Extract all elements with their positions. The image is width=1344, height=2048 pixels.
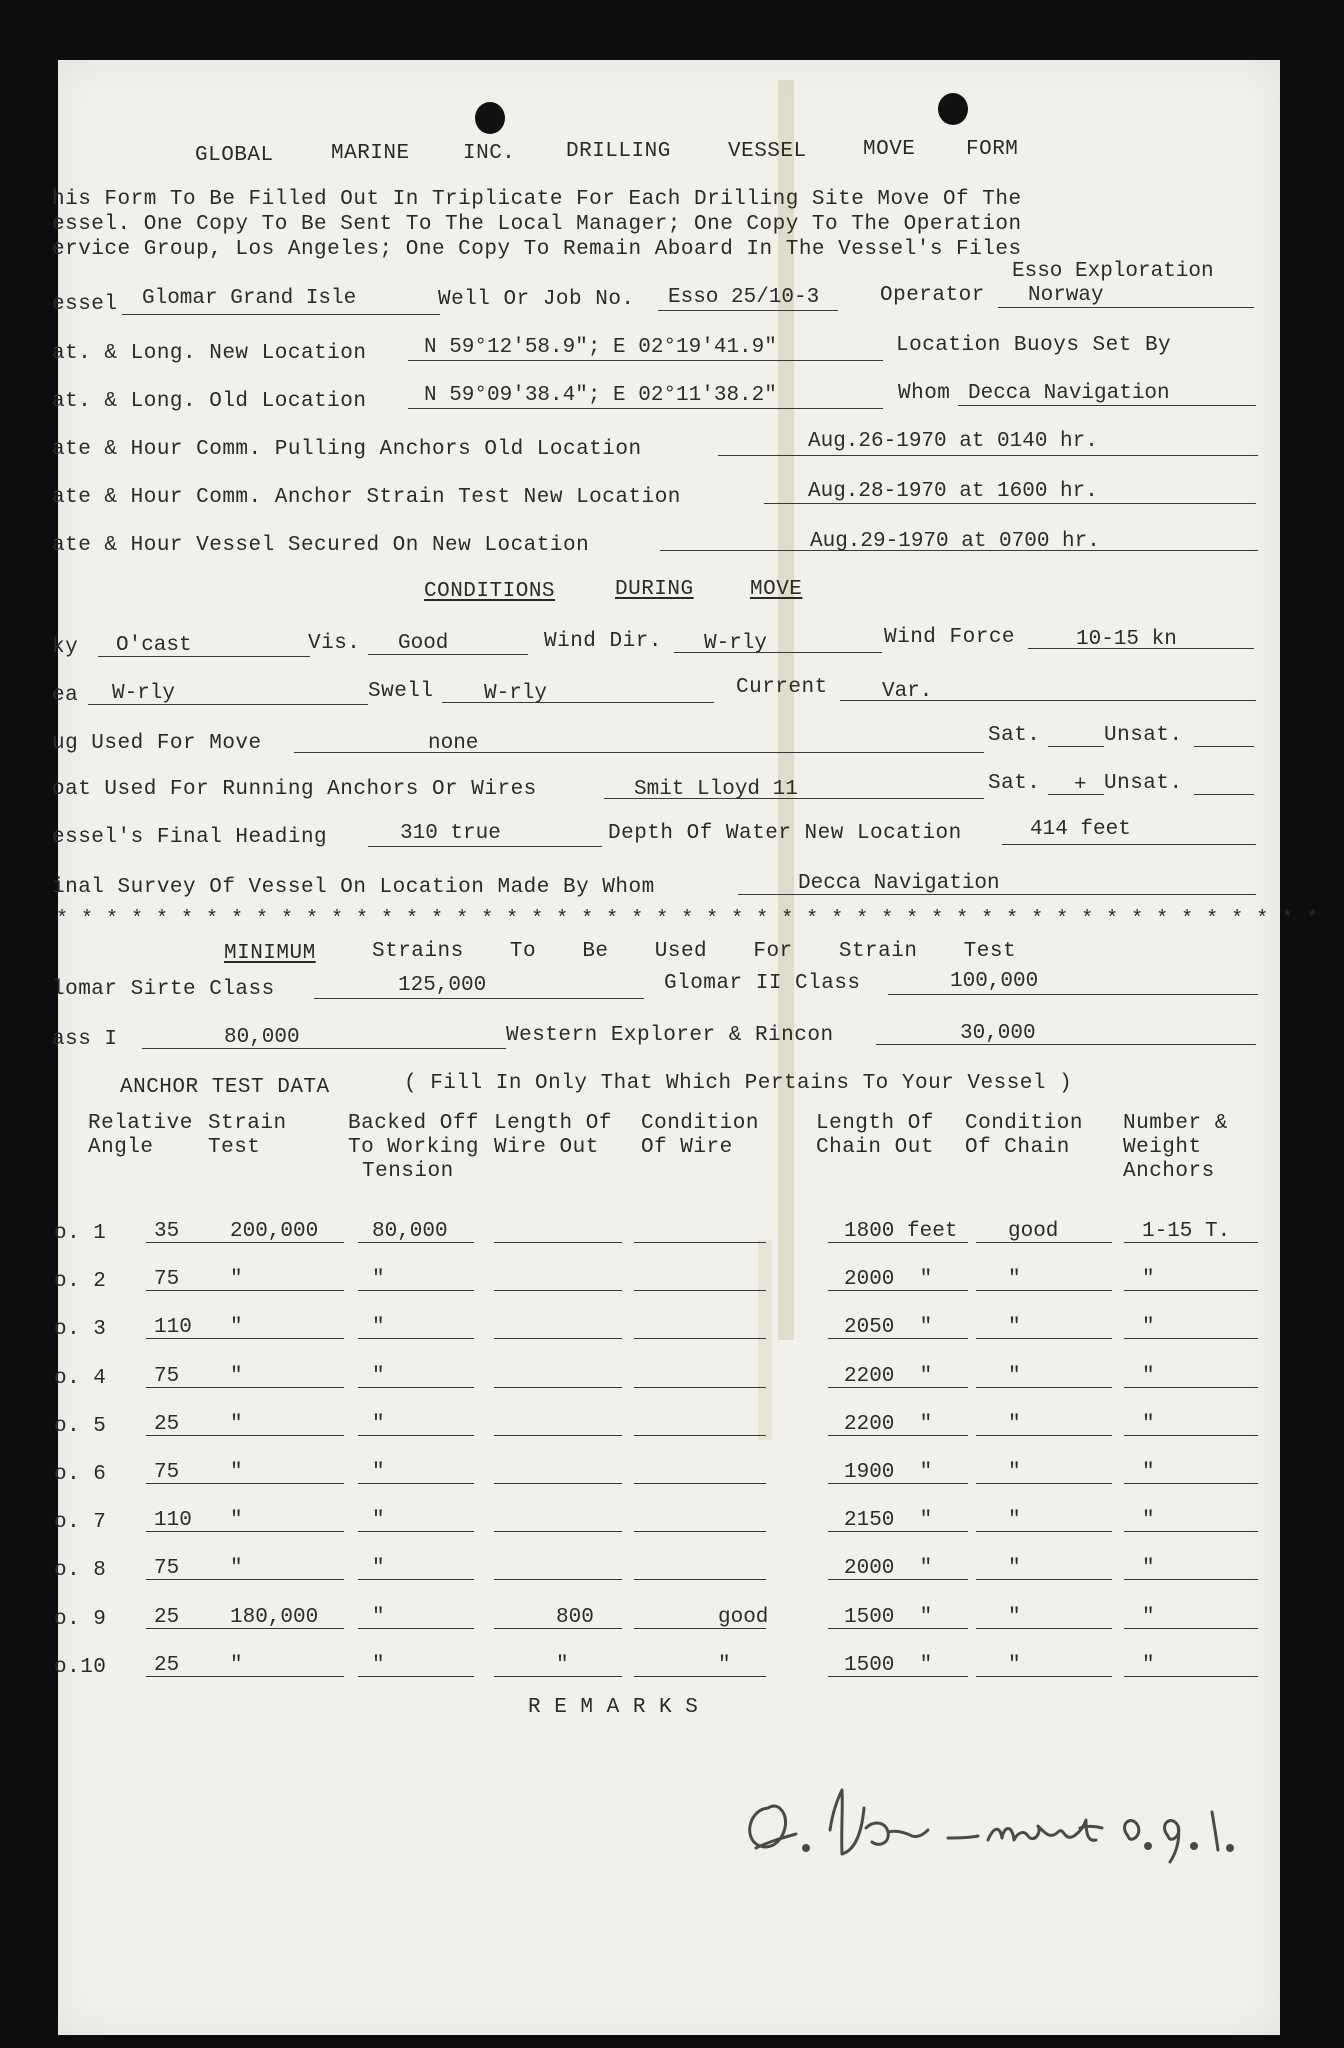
cell-backed: 80,000 xyxy=(372,1220,448,1243)
column-header: Backed Off xyxy=(348,1112,480,1135)
title-word: DRILLING xyxy=(566,140,671,163)
strain-test-date-value: Aug.28-1970 at 1600 hr. xyxy=(808,480,1098,503)
column-header: Condition xyxy=(965,1112,1083,1135)
column-header: Strain xyxy=(208,1112,287,1135)
cell-underline xyxy=(976,1483,1112,1484)
operator-label: Operator xyxy=(880,284,985,307)
cell-angle: 25 xyxy=(154,1653,180,1677)
column-header: Anchors xyxy=(1123,1160,1215,1183)
wind-force-value: 10-15 kn xyxy=(1076,628,1177,651)
cell-backed: " xyxy=(372,1461,385,1484)
cell-underline xyxy=(494,1242,622,1243)
tug-unsat-label: Unsat. xyxy=(1104,724,1183,747)
well-underline xyxy=(658,310,838,311)
depth-value: 414 feet xyxy=(1030,818,1131,841)
cell-underline xyxy=(976,1676,1112,1677)
final-heading-value: 310 true xyxy=(400,822,501,845)
instruction-line: his Form To Be Filled Out In Triplicate For Each Drilling Site Move Of The xyxy=(52,188,1022,211)
cell-strain: " xyxy=(230,1557,243,1581)
title-word: GLOBAL xyxy=(195,144,274,167)
cell-strain: " xyxy=(230,1653,243,1677)
cell-anchors: " xyxy=(1142,1412,1155,1436)
swell-value: W-rly xyxy=(484,682,548,705)
survey-value: Decca Navigation xyxy=(798,872,1000,895)
cell-anchors: " xyxy=(1142,1509,1155,1533)
anchor-number: o. 7 xyxy=(54,1511,107,1535)
cell-chain-cond: " xyxy=(1008,1364,1021,1388)
vessel-underline xyxy=(122,314,440,315)
strain-test-date-label: ate & Hour Comm. Anchor Strain Test New Location xyxy=(52,486,681,509)
cell-chain-cond: " xyxy=(1008,1653,1021,1677)
current-label: Current xyxy=(736,676,828,699)
cell-underline xyxy=(976,1435,1112,1436)
cell-wire-len: 800 xyxy=(556,1605,594,1629)
cell-underline xyxy=(634,1387,766,1388)
cell-anchors: " xyxy=(1142,1316,1155,1340)
vis-label: Vis. xyxy=(308,632,361,655)
conditions-heading-word: DURING xyxy=(615,578,694,601)
cell-angle: 35 xyxy=(154,1220,180,1243)
swell-underline xyxy=(442,702,714,703)
new-location-underline xyxy=(408,360,883,361)
vessel-value: Glomar Grand Isle xyxy=(142,287,357,310)
well-value: Esso 25/10-3 xyxy=(668,286,820,309)
boat-sat-mark: + xyxy=(1074,774,1087,797)
cell-underline xyxy=(634,1483,766,1484)
class1-underline xyxy=(142,1048,506,1049)
cell-underline xyxy=(634,1579,766,1580)
boat-value: Smit Lloyd 11 xyxy=(634,778,798,801)
cell-chain-cond: " xyxy=(1008,1605,1021,1629)
sirte-label: lomar Sirte Class xyxy=(52,978,275,1001)
cell-underline xyxy=(494,1531,622,1532)
wind-dir-value: W-rly xyxy=(704,632,768,655)
cell-backed: " xyxy=(372,1557,385,1581)
cell-underline xyxy=(228,1435,344,1436)
anchor-number: o.10 xyxy=(54,1655,107,1679)
anchor-number: o. 1 xyxy=(54,1222,107,1245)
cell-backed: " xyxy=(372,1364,385,1388)
depth-underline xyxy=(1002,844,1256,845)
cell-underline xyxy=(228,1290,344,1291)
title-word: VESSEL xyxy=(728,140,807,163)
final-heading-label: essel's Final Heading xyxy=(52,826,328,849)
cell-angle: 110 xyxy=(154,1509,192,1533)
old-location-label: at. & Long. Old Location xyxy=(52,390,367,413)
boat-sat-label: Sat. xyxy=(988,772,1041,795)
cell-chain-cond: " xyxy=(1008,1557,1021,1581)
buoys-label: Location Buoys Set By xyxy=(896,334,1172,357)
minimum-heading: MINIMUM xyxy=(224,942,316,965)
cell-wire-len: " xyxy=(556,1653,569,1677)
cell-chain-cond: " xyxy=(1008,1509,1021,1533)
minimum-heading-rest: Strains To Be Used For Strain Test xyxy=(372,940,1017,963)
cell-underline xyxy=(494,1338,622,1339)
cell-underline xyxy=(228,1531,344,1532)
whom-value: Decca Navigation xyxy=(968,382,1170,405)
boat-unsat-underline xyxy=(1194,794,1254,795)
cell-underline xyxy=(228,1676,344,1677)
anchor-number: o. 2 xyxy=(54,1270,107,1294)
cell-anchors: 1-15 T. xyxy=(1142,1220,1231,1243)
cell-underline xyxy=(634,1242,766,1243)
secured-value: Aug.29-1970 at 0700 hr. xyxy=(810,530,1100,553)
tug-label: ug Used For Move xyxy=(52,732,262,755)
cell-angle: 75 xyxy=(154,1364,180,1388)
cell-chain-cond: " xyxy=(1008,1461,1021,1484)
cell-underline xyxy=(976,1290,1112,1291)
pulling-label: ate & Hour Comm. Pulling Anchors Old Location xyxy=(52,438,642,461)
anchor-test-note: ( Fill In Only That Which Pertains To Your Vessel ) xyxy=(404,1072,1073,1095)
cell-anchors: " xyxy=(1142,1605,1155,1629)
cell-chain-len: 2000 " xyxy=(844,1268,933,1292)
title-word: INC. xyxy=(463,142,516,165)
cell-strain: " xyxy=(230,1461,243,1484)
column-header: Condition xyxy=(641,1112,759,1135)
anchor-test-title: ANCHOR TEST DATA xyxy=(120,1076,330,1099)
column-header: Tension xyxy=(362,1160,454,1183)
column-header: Length Of xyxy=(494,1112,612,1135)
star-separator: * * * * * * * * * * * * * * * * * * * * * * * * * * * * * * * * * * * * * * * * * * * * * * * * * * * xyxy=(56,908,1319,931)
cell-anchors: " xyxy=(1142,1653,1155,1677)
cell-strain: 200,000 xyxy=(230,1220,319,1243)
cell-underline xyxy=(494,1435,622,1436)
title-word: MOVE xyxy=(863,138,916,161)
new-location-label: at. & Long. New Location xyxy=(52,342,367,365)
cell-underline xyxy=(976,1628,1112,1629)
swell-label: Swell xyxy=(368,680,434,703)
glomar2-label: Glomar II Class xyxy=(664,972,861,995)
cell-chain-len: 2150 " xyxy=(844,1509,933,1533)
cell-strain: 180,000 xyxy=(230,1605,319,1629)
cell-angle: 75 xyxy=(154,1557,180,1581)
cell-backed: " xyxy=(372,1653,385,1677)
cell-angle: 75 xyxy=(154,1461,180,1484)
wind-dir-label: Wind Dir. xyxy=(544,630,662,653)
punch-hole xyxy=(938,93,968,125)
anchor-number: o. 3 xyxy=(54,1318,107,1342)
conditions-heading-word: CONDITIONS xyxy=(424,580,556,603)
instruction-line: ervice Group, Los Angeles; One Copy To Remain Aboard In The Vessel's Files xyxy=(52,238,1022,261)
cell-underline xyxy=(494,1579,622,1580)
column-header: Test xyxy=(208,1136,261,1159)
pulling-value: Aug.26-1970 at 0140 hr. xyxy=(808,430,1098,453)
column-header: Chain Out xyxy=(816,1136,934,1159)
old-location-value: N 59°09'38.4"; E 02°11'38.2" xyxy=(424,384,777,407)
cell-anchors: " xyxy=(1142,1364,1155,1388)
cell-underline xyxy=(494,1483,622,1484)
cell-underline xyxy=(976,1387,1112,1388)
column-header: Of Wire xyxy=(641,1136,733,1159)
cell-backed: " xyxy=(372,1316,385,1340)
sky-label: ky xyxy=(52,636,79,659)
pulling-underline xyxy=(718,455,1258,456)
whom-label: Whom xyxy=(898,382,951,405)
cell-angle: 75 xyxy=(154,1268,180,1292)
instruction-line: essel. One Copy To Be Sent To The Local Manager; One Copy To The Operation xyxy=(52,213,1022,236)
column-header: To Working xyxy=(348,1136,480,1159)
cell-underline xyxy=(228,1483,344,1484)
cell-strain: " xyxy=(230,1268,243,1292)
cell-anchors: " xyxy=(1142,1461,1155,1484)
cell-backed: " xyxy=(372,1412,385,1436)
cell-chain-len: 1500 " xyxy=(844,1605,933,1629)
cell-strain: " xyxy=(230,1364,243,1388)
class1-label: ass I xyxy=(52,1028,118,1051)
sea-value: W-rly xyxy=(112,682,176,705)
cell-underline xyxy=(634,1290,766,1291)
tug-sat-label: Sat. xyxy=(988,724,1041,747)
tug-unsat-underline xyxy=(1194,746,1254,747)
new-location-value: N 59°12'58.9"; E 02°19'41.9" xyxy=(424,336,777,359)
cell-underline xyxy=(634,1338,766,1339)
anchor-number: o. 9 xyxy=(54,1607,107,1631)
wind-force-label: Wind Force xyxy=(884,626,1016,649)
remarks-label: R E M A R K S xyxy=(528,1696,699,1719)
old-location-underline xyxy=(408,408,883,409)
cell-chain-len: 2200 " xyxy=(844,1364,933,1388)
depth-label: Depth Of Water New Location xyxy=(608,822,962,845)
anchor-number: o. 4 xyxy=(54,1366,107,1390)
anchor-number: o. 6 xyxy=(54,1463,107,1486)
cell-chain-len: 2200 " xyxy=(844,1412,933,1436)
final-heading-underline xyxy=(368,846,602,847)
signature xyxy=(738,1770,1258,1880)
title-word: FORM xyxy=(966,138,1019,161)
cell-chain-cond: " xyxy=(1008,1316,1021,1340)
cell-underline xyxy=(634,1531,766,1532)
current-value: Var. xyxy=(882,680,933,703)
cell-underline xyxy=(634,1435,766,1436)
column-header: Of Chain xyxy=(965,1136,1070,1159)
cell-underline xyxy=(228,1579,344,1580)
anchor-number: o. 8 xyxy=(54,1559,107,1583)
cell-underline xyxy=(976,1531,1112,1532)
operator-value-line2: Norway xyxy=(1028,284,1104,307)
cell-underline xyxy=(228,1338,344,1339)
well-label: Well Or Job No. xyxy=(438,288,635,311)
cell-chain-cond: " xyxy=(1008,1268,1021,1292)
class1-value: 80,000 xyxy=(224,1026,300,1049)
boat-unsat-label: Unsat. xyxy=(1104,772,1183,795)
cell-underline xyxy=(976,1338,1112,1339)
cell-chain-len: 2050 " xyxy=(844,1316,933,1340)
cell-angle: 25 xyxy=(154,1605,180,1629)
glomar2-value: 100,000 xyxy=(950,970,1039,993)
cell-anchors: " xyxy=(1142,1268,1155,1292)
cell-backed: " xyxy=(372,1605,385,1629)
cell-angle: 25 xyxy=(154,1412,180,1436)
tug-sat-underline xyxy=(1048,746,1104,747)
column-header: Angle xyxy=(88,1136,154,1159)
cell-underline xyxy=(494,1290,622,1291)
sirte-underline xyxy=(314,998,644,999)
boat-label: oat Used For Running Anchors Or Wires xyxy=(52,778,537,801)
operator-value-line1: Esso Exploration xyxy=(1012,260,1214,283)
conditions-heading-word: MOVE xyxy=(750,578,803,601)
title-word: MARINE xyxy=(331,142,410,165)
western-value: 30,000 xyxy=(960,1022,1036,1045)
column-header: Length Of xyxy=(816,1112,934,1135)
cell-chain-len: 1900 " xyxy=(844,1461,933,1484)
cell-strain: " xyxy=(230,1412,243,1436)
cell-wire-cond: " xyxy=(718,1653,731,1677)
form-page xyxy=(52,60,1319,2035)
column-header: Wire Out xyxy=(494,1136,599,1159)
punch-hole xyxy=(475,102,505,134)
glomar2-underline xyxy=(888,994,1258,995)
western-label: Western Explorer & Rincon xyxy=(506,1024,834,1047)
cell-strain: " xyxy=(230,1509,243,1533)
cell-backed: " xyxy=(372,1268,385,1292)
cell-anchors: " xyxy=(1142,1557,1155,1581)
cell-angle: 110 xyxy=(154,1316,192,1340)
western-underline xyxy=(876,1044,1256,1045)
cell-underline xyxy=(228,1387,344,1388)
vessel-label: essel xyxy=(52,293,118,316)
sea-label: ea xyxy=(52,684,79,707)
secured-label: ate & Hour Vessel Secured On New Location xyxy=(52,534,590,557)
paper-stain xyxy=(758,1240,772,1440)
cell-strain: " xyxy=(230,1316,243,1340)
cell-chain-len: 1500 " xyxy=(844,1653,933,1677)
column-header: Relative xyxy=(88,1112,193,1135)
cell-chain-len: 1800 feet xyxy=(844,1220,958,1243)
cell-chain-cond: good xyxy=(1008,1220,1059,1243)
anchor-number: o. 5 xyxy=(54,1414,107,1438)
tug-underline xyxy=(294,752,984,753)
tug-value: none xyxy=(428,732,479,755)
cell-underline xyxy=(634,1676,766,1677)
cell-underline xyxy=(494,1387,622,1388)
cell-backed: " xyxy=(372,1509,385,1533)
cell-underline xyxy=(976,1579,1112,1580)
sirte-value: 125,000 xyxy=(398,974,487,997)
cell-chain-len: 2000 " xyxy=(844,1557,933,1581)
survey-label: inal Survey Of Vessel On Location Made By Whom xyxy=(52,876,655,899)
column-header: Number & xyxy=(1123,1112,1228,1135)
paper-stain xyxy=(778,80,794,1340)
cell-chain-cond: " xyxy=(1008,1412,1021,1436)
column-header: Weight xyxy=(1123,1136,1202,1159)
sky-value: O'cast xyxy=(116,634,192,657)
vis-value: Good xyxy=(398,632,449,655)
cell-wire-cond: good xyxy=(718,1605,769,1629)
